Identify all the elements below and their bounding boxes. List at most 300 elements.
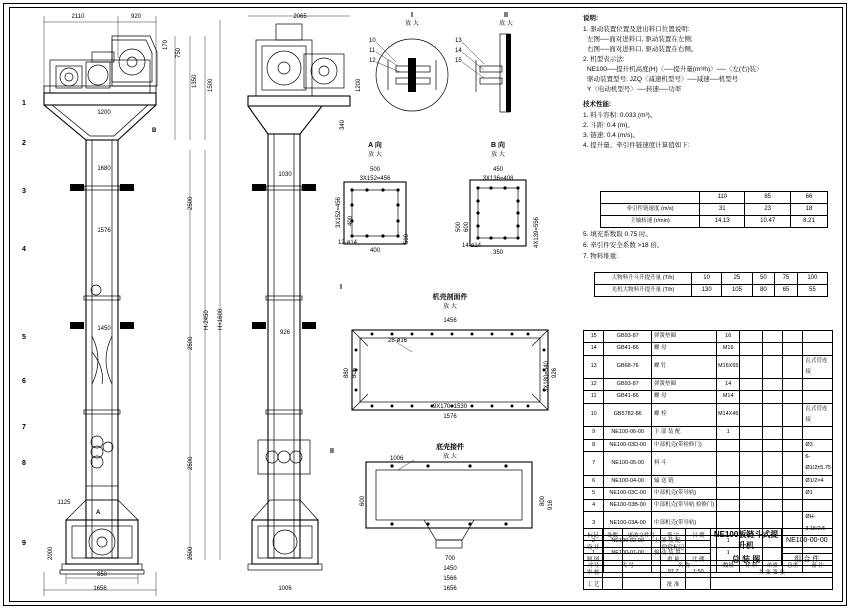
topcover-dim-880: 880 xyxy=(344,367,350,378)
bom-cell-name: 螺 母 xyxy=(652,343,717,355)
dim-926: 926 xyxy=(279,330,291,336)
bom-cell-name: 上 部 装 配 xyxy=(652,536,717,548)
bom-row xyxy=(584,439,833,451)
bom-h-unit: 单重 xyxy=(762,560,782,572)
tb-draw-v xyxy=(603,553,622,565)
bom-cell-unit xyxy=(762,439,782,451)
botcover-dim-800: 800 xyxy=(540,495,546,506)
botcover-dim-1566: 1566 xyxy=(443,576,457,582)
note-2: 2. 机型表示法: xyxy=(583,56,625,64)
balloon-8: 8 xyxy=(22,460,26,467)
bom-cell-code: NE100-02-00 xyxy=(604,536,652,548)
dim-1125: 1125 xyxy=(57,500,71,506)
tb-draw-d xyxy=(622,553,660,565)
balloon-5: 5 xyxy=(22,334,26,341)
bom-cell-no: 5 xyxy=(584,487,604,499)
bom-cell-unit xyxy=(762,391,782,403)
bom-row xyxy=(584,355,833,379)
perf-r1-c3: 8.21 xyxy=(790,216,827,228)
tb-sheet: 共 张 第 张 xyxy=(711,566,833,578)
bom-cell-code: NE100-04-00 xyxy=(604,475,652,487)
bom-h-no: 序号 xyxy=(584,560,604,572)
tb-weight-val: 97.7 xyxy=(660,566,685,578)
bulk-r0-label: 大物料升斗升提升量 (T/h) xyxy=(595,273,692,285)
bom-cell-note xyxy=(803,343,833,355)
bom-cell-no: 4 xyxy=(584,500,604,512)
bom-cell-name: 螺 母 xyxy=(652,391,717,403)
bom-cell-code: NE100-05-00 xyxy=(604,451,652,475)
bom-cell-qty xyxy=(716,475,740,487)
tb-stage: 阶段标记 xyxy=(660,541,685,553)
bom-cell-mat xyxy=(740,355,762,379)
bom-h-name: 名 称 xyxy=(652,560,717,572)
tb-design-d xyxy=(622,541,660,553)
bom-h-code: 代 号 xyxy=(604,560,652,572)
bom-cell-unit xyxy=(762,331,782,343)
tech-2: 2. 斗距: 0.4 (m)。 xyxy=(583,121,634,129)
top-cover-sub: 放 大 xyxy=(443,304,457,310)
detail-II-item-15: 15 xyxy=(455,58,462,64)
bom-cell-no: 3 xyxy=(584,512,604,536)
bom-cell-note: Ø1 xyxy=(803,487,833,499)
tb-scale-val: 1:50 xyxy=(686,566,711,578)
tb-check-lbl: 审 核 xyxy=(584,566,603,578)
viewA-dim-400: 400 xyxy=(369,248,381,254)
drawing-title-main: NE100板链斗式提升机 xyxy=(713,530,779,550)
bom-cell-unit xyxy=(762,500,782,512)
dim-2110: 2110 xyxy=(71,14,85,20)
bom-h-mat: 材 料 xyxy=(740,560,762,572)
tech-7: 7. 物料堆重: xyxy=(583,253,619,260)
tb-sign: 签 字 xyxy=(660,529,685,541)
bom-row xyxy=(584,391,833,403)
bom-cell-name: 输 送 链 xyxy=(652,475,717,487)
bom-cell-name: 中部机壳(带导轨 检修门) xyxy=(652,500,717,512)
dim-1006: 1006 xyxy=(278,586,292,592)
bottom-cover-label: 底壳接件 xyxy=(436,444,464,451)
viewA-dim-3x152: 3X152=456 xyxy=(359,176,391,182)
bom-cell-note xyxy=(803,331,833,343)
bom-cell-unit xyxy=(762,487,782,499)
viewA-dim-500v: 3X152=456 xyxy=(336,197,342,228)
top-cover-label: 机壳剖面件 xyxy=(432,294,468,301)
viewB-dim-4x139: 4X139=556 xyxy=(534,217,540,248)
detail-II-label: II xyxy=(504,12,508,19)
view-B-label: B 向 xyxy=(491,142,505,149)
bom-cell-note xyxy=(803,500,833,512)
view-A-sub: 放 大 xyxy=(368,152,382,158)
dim-1450: 1450 xyxy=(97,326,111,332)
bom-cell-no: 15 xyxy=(584,331,604,343)
bom-cell-mat xyxy=(740,391,762,403)
bulk-r1-label: 光机大物料升提升量 (T/h) xyxy=(595,285,692,297)
notes-heading: 说明: xyxy=(583,15,599,22)
bom-cell-qty: 1 xyxy=(716,427,740,439)
bottom-cover-plate xyxy=(366,460,532,548)
dim-1350: 1350 xyxy=(192,74,198,88)
topcover-dim-1456: 1456 xyxy=(443,318,457,324)
bom-cell-no: 8 xyxy=(584,439,604,451)
assembly-label: 组 合 件 xyxy=(781,553,832,565)
bom-row xyxy=(584,451,833,475)
bom-cell-qty: 14 xyxy=(716,379,740,391)
bom-cell-qty: 1 xyxy=(716,536,740,548)
bom-cell-name: 弹簧垫圈 xyxy=(652,379,717,391)
bom-cell-total xyxy=(782,355,802,379)
bom-cell-name: 驱 动 装 置 xyxy=(652,548,717,560)
bom-cell-no: 13 xyxy=(584,355,604,379)
topcover-dim-9x170: 9X170=1530 xyxy=(432,404,468,410)
bom-cell-note xyxy=(803,379,833,391)
bom-cell-total xyxy=(782,427,802,439)
section-mark-I: I xyxy=(340,284,342,291)
bom-cell-total xyxy=(782,403,802,427)
performance-table xyxy=(600,191,828,228)
view-B-sub: 放 大 xyxy=(491,152,505,158)
viewA-dim-12x14: 12-ø14 xyxy=(338,240,358,246)
bom-cell-no: 7 xyxy=(584,451,604,475)
detail-I-item-10: 10 xyxy=(369,38,376,44)
bom-cell-qty: M16 xyxy=(716,343,740,355)
bom-cell-total xyxy=(782,487,802,499)
botcover-dim-8x25: 1006 xyxy=(390,456,404,462)
bom-cell-unit xyxy=(762,451,782,475)
view-B-flange xyxy=(470,180,526,246)
bom-cell-no: 6 xyxy=(584,475,604,487)
bom-cell-code: GB5782-86 xyxy=(604,403,652,427)
bom-cell-code: NE100-01-00 xyxy=(604,548,652,560)
detail-II-item-13: 13 xyxy=(455,38,462,44)
side-view xyxy=(248,24,350,570)
bom-h-total: 总重 xyxy=(782,560,802,572)
bom-cell-name: 螺 栓 xyxy=(652,403,717,427)
detail-II-sub: 放 大 xyxy=(499,21,513,27)
note-2c: Y〈电动机型号〉──转速──功率 xyxy=(587,86,682,94)
viewB-dim-600: 600 xyxy=(464,221,470,232)
tb-weight-lbl: 重 量 xyxy=(660,553,685,565)
balloon-6: 6 xyxy=(22,378,26,385)
detail-I-label: I xyxy=(411,12,413,19)
bom-cell-no: 1 xyxy=(584,548,604,560)
label-B-front: B xyxy=(152,128,157,134)
perf-h3: 66 xyxy=(790,192,827,204)
bulk-r1-c3: 65 xyxy=(775,285,798,297)
bom-cell-unit xyxy=(762,475,782,487)
bulk-r0-c0: 10 xyxy=(692,273,722,285)
bulk-r0-c3: 75 xyxy=(775,273,798,285)
tb-blank xyxy=(711,578,833,590)
dim-2500-d: 2500 xyxy=(188,546,194,560)
section-mark-II: II xyxy=(330,448,334,455)
bulk-r0-c1: 25 xyxy=(722,273,752,285)
bom-cell-qty: 16 xyxy=(716,331,740,343)
bom-cell-mat xyxy=(740,451,762,475)
note-1b: 右图──面对进料口, 驱动装置在右侧。 xyxy=(587,46,698,54)
perf-r0-c2: 23 xyxy=(745,204,790,216)
dim-1500: 1500 xyxy=(208,78,214,92)
note-2b: 驱动装置型号: JZQ〈减速机型号〉──减速──机型号 xyxy=(587,76,739,84)
drawing-subtitle: 总 装 图 xyxy=(731,555,761,564)
bom-cell-name: 料 斗 xyxy=(652,451,717,475)
tech-heading: 技术性能: xyxy=(583,100,612,108)
tb-approve-v xyxy=(686,578,711,590)
bom-cell-qty: M14X45 xyxy=(716,403,740,427)
bom-cell-mat xyxy=(740,379,762,391)
tech-3: 3. 链速: 0.4 (m/s)。 xyxy=(583,131,639,139)
bom-cell-mat xyxy=(740,403,762,427)
dim-2500-b: 2500 xyxy=(188,336,194,350)
dim-170: 170 xyxy=(163,39,169,50)
bom-h-qty: 数量 xyxy=(716,560,740,572)
bom-cell-mat xyxy=(740,439,762,451)
bom-cell-qty xyxy=(716,500,740,512)
bom-cell-no: 12 xyxy=(584,379,604,391)
bom-row xyxy=(584,475,833,487)
bulk-density-table xyxy=(594,272,828,297)
bom-cell-code: NE100-03A-00 xyxy=(604,512,652,536)
bom-cell-mat xyxy=(740,487,762,499)
bom-row xyxy=(584,331,833,343)
bom-cell-mat xyxy=(740,427,762,439)
bom-cell-code: GB41-86 xyxy=(604,343,652,355)
dim-2000: 2000 xyxy=(48,546,54,560)
dim-1200: 1200 xyxy=(97,110,111,116)
bom-cell-unit xyxy=(762,379,782,391)
topcover-dim-28x16: 28-ø16 xyxy=(388,338,408,344)
topcover-dim-3x180: 3X180=540 xyxy=(544,361,550,392)
bom-row xyxy=(584,379,833,391)
bom-row xyxy=(584,487,833,499)
dim-1200-side: 1200 xyxy=(356,78,362,92)
viewB-dim-350: 350 xyxy=(492,250,504,256)
note-1: 1. 驱动装置位置及进出料口位置说明: xyxy=(583,26,690,34)
botcover-dim-600: 600 xyxy=(360,495,366,506)
drawing-number: NE100-00-00 xyxy=(781,529,832,554)
bom-cell-mat xyxy=(740,500,762,512)
dim-1680: 1680 xyxy=(97,166,111,172)
bom-cell-total xyxy=(782,475,802,487)
tb-check-d xyxy=(622,566,660,578)
viewB-dim-14x14: 14-ø14 xyxy=(462,243,482,249)
bom-cell-name: 中部机壳(带导轨) xyxy=(652,512,717,536)
bom-row xyxy=(584,403,833,427)
view-A-label: A 向 xyxy=(368,142,382,149)
notes-panel xyxy=(583,14,833,151)
topcover-dim-1576: 1576 xyxy=(443,414,457,420)
bom-cell-total xyxy=(782,331,802,343)
tb-design-lbl: 设 计 xyxy=(584,541,603,553)
tb-scale-lbl: 比 例 xyxy=(686,553,711,565)
tb-design-v xyxy=(603,541,622,553)
perf-r0-c3: 18 xyxy=(790,204,827,216)
detail-I xyxy=(376,39,448,111)
bom-cell-code: GB68-76 xyxy=(604,355,652,379)
viewB-dim-500: 500 xyxy=(456,221,462,232)
detail-I-sub: 放 大 xyxy=(405,21,419,27)
dim-H-2450: H-2450 xyxy=(204,310,210,330)
viewA-dim-3x152b: 500 xyxy=(404,233,410,244)
tech-1: 1. 料斗容积: 0.033 (m³)。 xyxy=(583,111,657,119)
bulk-r1-c4: 55 xyxy=(797,285,827,297)
bom-cell-mat xyxy=(740,343,762,355)
dim-340: 340 xyxy=(340,119,346,130)
viewA-dim-400v: 400 xyxy=(348,215,354,226)
note-2a: NE100──提升机高度(H)〈──提升量(m³/h)〉──〈左(右)装〉 xyxy=(587,66,763,74)
topcover-dim-926: 926 xyxy=(552,367,558,378)
balloon-9: 9 xyxy=(22,540,26,547)
bom-cell-name: 螺 钉 xyxy=(652,355,717,379)
bulk-r1-c1: 105 xyxy=(722,285,752,297)
bom-row xyxy=(584,343,833,355)
bom-cell-unit xyxy=(762,427,782,439)
bom-cell-total xyxy=(782,379,802,391)
bom-cell-unit xyxy=(762,343,782,355)
tb-check-v xyxy=(603,566,622,578)
bom-cell-code: NE100-03B-00 xyxy=(604,500,652,512)
bom-cell-note xyxy=(803,427,833,439)
bom-cell-total xyxy=(782,391,802,403)
top-cover-plate xyxy=(352,330,548,410)
bom-cell-name: 下 部 装 配 xyxy=(652,427,717,439)
topcover-dim-806: 806 xyxy=(352,367,358,378)
balloon-4: 4 xyxy=(22,246,26,253)
detail-II-item-14: 14 xyxy=(455,48,462,54)
balloon-7: 7 xyxy=(22,424,26,431)
front-view-head-section xyxy=(44,36,157,574)
botcover-dim-1656: 1656 xyxy=(443,586,457,592)
tech-5: 5. 填充系数取 0.75 时。 xyxy=(583,231,652,238)
tb-draw-lbl: 制 图 xyxy=(584,553,603,565)
tb-change: 更改文件号 xyxy=(622,529,660,541)
bom-cell-code: NE100-03D-00 xyxy=(604,439,652,451)
bom-cell-mat xyxy=(740,331,762,343)
perf-r1-label: 主轴转速 (r/min) xyxy=(601,216,700,228)
dim-1656: 1656 xyxy=(93,586,107,592)
dim-2065: 2065 xyxy=(293,14,307,20)
bom-cell-no: 2 xyxy=(584,536,604,548)
perf-r1-c2: 10.47 xyxy=(745,216,790,228)
label-A-front: A xyxy=(96,510,101,516)
title-block-table xyxy=(583,528,833,590)
bom-cell-code: NE100-06-00 xyxy=(604,427,652,439)
bom-cell-total xyxy=(782,500,802,512)
perf-r1-c1: 14.13 xyxy=(700,216,745,228)
bom-cell-unit xyxy=(762,403,782,427)
bom-cell-code: GB93-87 xyxy=(604,379,652,391)
balloon-3: 3 xyxy=(22,188,26,195)
bom-row xyxy=(584,427,833,439)
detail-II xyxy=(462,34,511,112)
bom-cell-code: GB93-87 xyxy=(604,331,652,343)
bom-cell-unit xyxy=(762,355,782,379)
perf-r0-label: 牵引件链速度 (m/s) xyxy=(601,204,700,216)
dimension-lines xyxy=(44,16,350,596)
perf-h2: 85 xyxy=(745,192,790,204)
bom-cell-qty: M14 xyxy=(716,391,740,403)
bom-cell-note: 6-Ø1/2±5.75 xyxy=(803,451,833,475)
tb-date: 日 期 xyxy=(686,529,711,541)
tb-count: 处数 xyxy=(603,529,622,541)
bom-cell-qty xyxy=(716,439,740,451)
tb-process-d xyxy=(622,578,660,590)
note-1a: 左图──面对进料口, 驱动装置在左侧; xyxy=(587,36,693,44)
dim-850: 850 xyxy=(96,572,108,578)
tb-approve-lbl: 批 准 xyxy=(660,578,685,590)
bom-cell-total xyxy=(782,451,802,475)
botcover-dim-916: 916 xyxy=(548,499,554,510)
balloon-2: 2 xyxy=(22,140,26,147)
detail-I-item-12: 12 xyxy=(369,58,376,64)
bom-cell-name: 弹簧垫圈 xyxy=(652,331,717,343)
viewB-dim-450: 450 xyxy=(492,167,504,173)
tb-stage-v xyxy=(686,541,711,553)
bulk-r1-c2: 80 xyxy=(752,285,775,297)
bulk-r0-c4: 100 xyxy=(797,273,827,285)
tech-4: 4. 提升量、牵引件链速度计算值如下: xyxy=(583,141,690,149)
drawing-title xyxy=(711,529,781,566)
bom-cell-name: 中部机壳(带导轨) xyxy=(652,487,717,499)
bom-cell-note: ØH-3.15/2.5 xyxy=(803,512,833,536)
bom-cell-mat xyxy=(740,475,762,487)
bom-h-note: 备 注 xyxy=(803,560,833,572)
dim-1576: 1576 xyxy=(97,228,111,234)
botcover-dim-1450: 1450 xyxy=(443,566,457,572)
bom-cell-name: 中部机壳(带检修门) xyxy=(652,439,717,451)
viewA-dim-500: 500 xyxy=(369,167,381,173)
bom-cell-note: 瓦式管连接 xyxy=(803,403,833,427)
bom-cell-no: 11 xyxy=(584,391,604,403)
view-A-flange xyxy=(344,182,406,244)
tb-mark: 标记 xyxy=(584,529,603,541)
bom-cell-no: 10 xyxy=(584,403,604,427)
dim-1030: 1030 xyxy=(278,172,292,178)
dim-750: 750 xyxy=(176,47,182,58)
bom-cell-qty: 1 xyxy=(716,548,740,560)
bom-cell-qty xyxy=(716,487,740,499)
dim-920: 920 xyxy=(130,14,142,20)
bulk-r0-c2: 50 xyxy=(752,273,775,285)
title-block xyxy=(583,528,833,602)
dim-H-1600: H+1600 xyxy=(218,308,224,330)
bom-cell-qty: M16X65 xyxy=(716,355,740,379)
tb-process-v xyxy=(603,578,622,590)
detail-I-item-11: 11 xyxy=(369,48,376,54)
bulk-r1-c0: 130 xyxy=(692,285,722,297)
bom-row xyxy=(584,500,833,512)
bom-cell-note: 瓦式管连接 xyxy=(803,355,833,379)
tech-6: 6. 牵引件安全系数 >18 倍。 xyxy=(583,242,664,249)
bom-cell-note xyxy=(803,391,833,403)
bom-cell-total xyxy=(782,439,802,451)
bom-cell-code: NE100-03C-00 xyxy=(604,487,652,499)
botcover-dim-700: 700 xyxy=(444,556,456,562)
viewB-dim-3x136: 3X136=408 xyxy=(482,176,514,182)
bom-cell-note: Ø1/2×4 xyxy=(803,475,833,487)
bottom-cover-sub: 放 大 xyxy=(443,454,457,460)
tb-process-lbl: 工 艺 xyxy=(584,578,603,590)
bom-cell-no: 14 xyxy=(584,343,604,355)
bom-cell-qty xyxy=(716,451,740,475)
perf-h1: 110 xyxy=(700,192,745,204)
perf-r0-c1: 31 xyxy=(700,204,745,216)
balloon-1: 1 xyxy=(22,100,26,107)
bom-cell-total xyxy=(782,343,802,355)
dim-2500-c: 2500 xyxy=(188,456,194,470)
dim-2500-a: 2500 xyxy=(188,196,194,210)
bom-cell-code: GB41-86 xyxy=(604,391,652,403)
bom-cell-note: Ø3 xyxy=(803,439,833,451)
bom-cell-no: 9 xyxy=(584,427,604,439)
